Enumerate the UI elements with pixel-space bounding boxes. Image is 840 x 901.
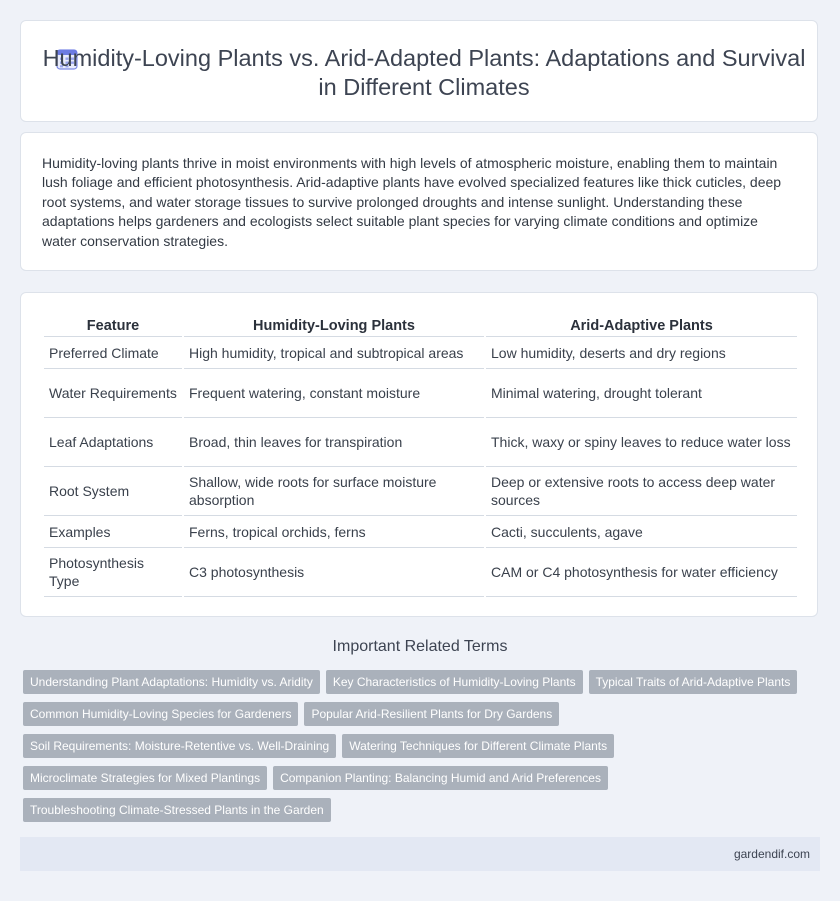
title-card xyxy=(20,20,818,122)
related-term-tag[interactable]: Understanding Plant Adaptations: Humidity vs. Aridity xyxy=(23,670,320,694)
table-row xyxy=(44,516,797,548)
row-arid-value: Thick, waxy or spiny leaves to reduce water loss xyxy=(486,418,797,467)
table-header-row xyxy=(44,315,797,337)
table-row xyxy=(44,369,797,418)
related-terms-list xyxy=(23,670,823,830)
footer xyxy=(20,837,820,871)
header-humidity-loving: Humidity-Loving Plants xyxy=(184,315,484,337)
comparison-card xyxy=(20,292,818,617)
row-arid-value: Low humidity, deserts and dry regions xyxy=(486,337,797,369)
row-humidity-value: C3 photosynthesis xyxy=(184,548,484,597)
intro-paragraph: Humidity-loving plants thrive in moist environments with high levels of atmospheric moisture, enabling them to maintain lush foliage and efficient photosynthesis. Arid-adaptive plants have evolved specialized features like thick cuticles, deep root systems, and water storage tissues to survive prolonged droughts and intense sunlight. Understanding these adaptations helps gardeners and ecologists select suitable plant species for varying climate conditions and optimize water conservation strategies. xyxy=(42,155,782,249)
row-arid-value: Cacti, succulents, agave xyxy=(486,516,797,548)
row-feature: Examples xyxy=(44,516,182,548)
related-terms-title: Important Related Terms xyxy=(332,638,508,655)
row-humidity-value: Shallow, wide roots for surface moisture absorption xyxy=(184,467,484,516)
row-arid-value: Deep or extensive roots to access deep water sources xyxy=(486,467,797,516)
page-title: Humidity-Loving Plants vs. Arid-Adapted Plants: Adaptations and Survival in Different Climates xyxy=(42,45,806,100)
related-term-tag[interactable]: Key Characteristics of Humidity-Loving Plants xyxy=(326,670,583,694)
row-feature: Leaf Adaptations xyxy=(44,418,182,467)
row-feature: Preferred Climate xyxy=(44,337,182,369)
table-row xyxy=(44,467,797,516)
header-feature: Feature xyxy=(44,315,182,337)
related-term-tag[interactable]: Microclimate Strategies for Mixed Plantings xyxy=(23,766,267,790)
row-feature: Water Requirements xyxy=(44,369,182,418)
header-arid-adaptive: Arid-Adaptive Plants xyxy=(486,315,797,337)
row-feature: Root System xyxy=(44,467,182,516)
related-term-tag[interactable]: Troubleshooting Climate-Stressed Plants in the Garden xyxy=(23,798,331,822)
row-arid-value: Minimal watering, drought tolerant xyxy=(486,369,797,418)
footer-site-link[interactable]: gardendif.com xyxy=(733,847,810,861)
row-humidity-value: High humidity, tropical and subtropical areas xyxy=(184,337,484,369)
row-humidity-value: Broad, thin leaves for transpiration xyxy=(184,418,484,467)
table-row xyxy=(44,418,797,467)
related-term-tag[interactable]: Popular Arid-Resilient Plants for Dry Gardens xyxy=(304,702,559,726)
row-arid-value: CAM or C4 photosynthesis for water efficiency xyxy=(486,548,797,597)
comparison-table xyxy=(42,315,799,597)
row-feature: Photosynthesis Type xyxy=(44,548,182,597)
table-row xyxy=(44,337,797,369)
related-term-tag[interactable]: Typical Traits of Arid-Adaptive Plants xyxy=(589,670,798,694)
related-term-tag[interactable]: Watering Techniques for Different Climate Plants xyxy=(342,734,614,758)
table-row xyxy=(44,548,797,597)
related-term-tag[interactable]: Soil Requirements: Moisture-Retentive vs. Well-Draining xyxy=(23,734,336,758)
intro-card xyxy=(20,132,818,271)
related-term-tag[interactable]: Companion Planting: Balancing Humid and Arid Preferences xyxy=(273,766,608,790)
row-humidity-value: Ferns, tropical orchids, ferns xyxy=(184,516,484,548)
related-term-tag[interactable]: Common Humidity-Loving Species for Gardeners xyxy=(23,702,298,726)
row-humidity-value: Frequent watering, constant moisture xyxy=(184,369,484,418)
